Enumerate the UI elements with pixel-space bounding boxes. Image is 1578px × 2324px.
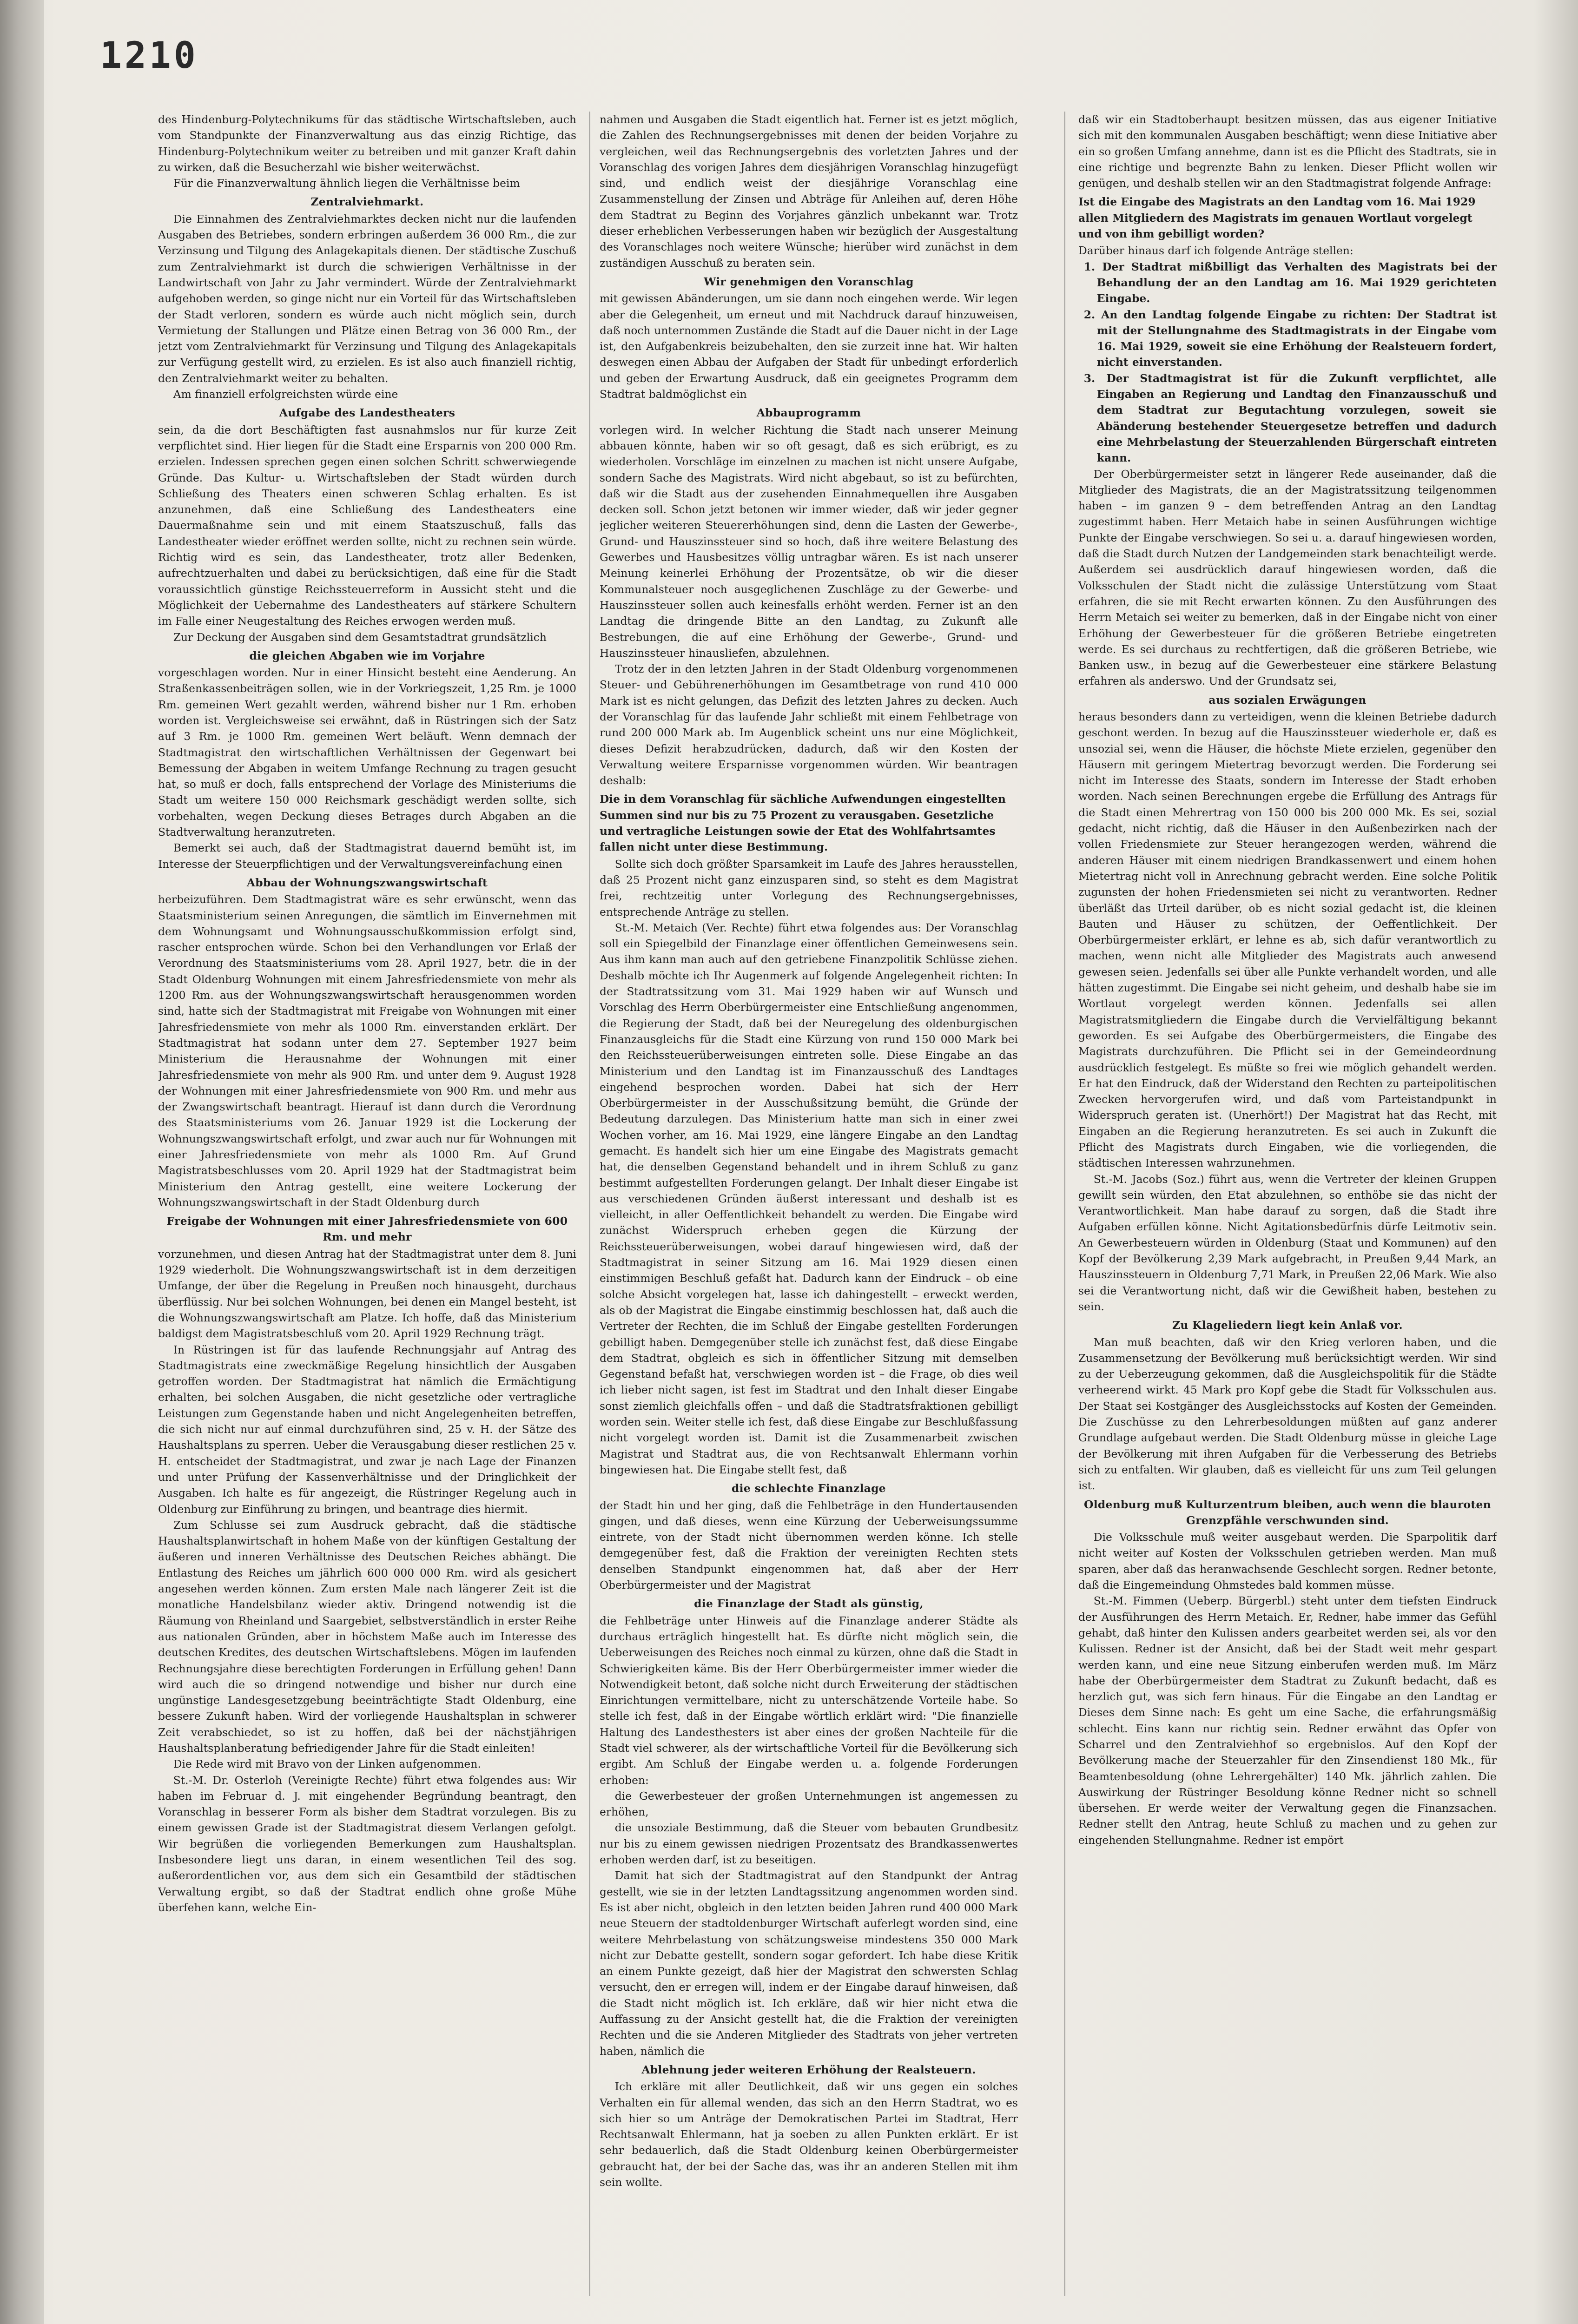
paragraph: vorlegen wird. In welcher Richtung die Stadt nach unserer Meinung abbauen könnte, haben wir so oft gesagt, daß es sich erübrigt, es zu wiederholen. Vorschläge im einzelnen zu machen ist nicht unsere Aufgabe, sondern Sache des Magistrats. Wird nicht abgebaut, so ist zu befürchten, daß wir die Stadt aus der zusehenden Einnahmequellen ihre Ausgaben decken soll. Schon jetzt betonen wir immer wieder, daß wir jeder gegner jeglicher weiteren Steuererhöhungen sind, denn die Lasten der Gewerbe-, Grund- und Hauszinssteuer sind so hoch, daß ihre weitere Belastung des Gewerbes und Hausbesitzes völlig untragbar wären. Es ist nach unserer Meinung keinerlei Erhöhung der Prozentsätze, ob wir die dieser Kommunalsteuer noch ausgeglichenen Zuschläge zu der Gewerbe- und Hauszinssteuer sollen auch keinesfalls erhöht werden. Ferner ist an den Landtag die dringende Bitte an den Landtag, zu Zukunft alle Bestrebungen, die auf eine Erhöhung der Gewerbe-, Grund- und Hauszinssteuer hinausliefen, abzulehnen. — [600, 423, 1018, 660]
paragraph: sein, da die dort Beschäftigten fast ausnahmslos nur für kurze Zeit verpflichtet sind. Hier liegen für die Stadt eine Ersparnis von 200 000 Rm. erzielen. Indessen sprechen gegen einen solchen Schritt schwerwiegende Gründe. Das Kultur- u. Wirtschaftsleben der Stadt würden durch Schließung des Theaters einen schweren Schlag erhalten. Es ist anzunehmen, daß eine Schließung des Landestheaters eine Dauermaßnahme sein und mit einem Staatszuschuß, falls das Landestheater wieder eröffnet werden sollte, nicht zu rechnen sein würde. Richtig wird es sein, das Landestheater, trotz aller Bedenken, aufrechtzuerhalten und dabei zu berücksichtigen, daß eine für die Stadt voraussichtlich günstige Reichssteuerreform in Aussicht steht und die Möglichkeit der Uebernahme des Landestheaters auf stärkere Schultern im Falle einer Neugestaltung des Reiches erwogen werden muß. — [158, 423, 576, 628]
paragraph: der Stadt hin und her ging, daß die Fehlbeträge in den Hundertausenden gingen, und daß dieses, wenn eine Kürzung der Ueberweisungssumme eintrete, von der Stadt nicht übernommen werden könne. Ich stelle demgegenüber fest, daß die Fraktion der vereinigten Rechten stets denselben Standpunkt eingenommen hat, daß aber der Herr Oberbürgermeister und der Magistrat — [600, 1499, 1018, 1592]
paragraph: die Fehlbeträge unter Hinweis auf die Finanzlage anderer Städte als durchaus erträglich hingestellt hat. Es dürfte nicht möglich sein, die Ueberweisungen des Reiches noch einmal zu kürzen, ohne daß die Stadt in Schwierigkeiten käme. Bis der Herr Oberbürgermeister immer wieder die Notwendigkeit betont, daß solche nicht durch Erweiterung der städtischen Einrichtungen vermittelbare, nicht zu unterschätzende Vorteile habe. So stelle ich fest, daß in der Eingabe wörtlich erklärt wird: "Die finanzielle Haltung des Landesthesters ist aber eines der großen Nachteile für die Stadt viel schwerer, als der wirtschaftliche Vorteil für die Bevölkerung sich ergibt. Am Schluß der Eingabe werden u. a. folgende Forderungen erhoben: — [600, 1614, 1018, 1787]
section-heading: Aufgabe des Landestheaters — [279, 406, 456, 420]
section-heading: Wir genehmigen den Voranschlag — [704, 275, 914, 288]
section-heading: Freigabe der Wohnungen mit einer Jahresfriedensmiete von 600 Rm. und mehr — [166, 1215, 568, 1244]
paragraph: Darüber hinaus darf ich folgende Anträge stellen: — [1078, 244, 1354, 257]
section-heading: die schlechte Finanzlage — [732, 1482, 886, 1495]
paragraph: vorgeschlagen worden. Nur in einer Hinsicht besteht eine Aenderung. An Straßenkassenbeiträgen sollen, wie in der Vorkriegszeit, 1,25 Rm. je 1000 Rm. gemeinen Wert gezahlt werden, während bisher nur 1 Rm. erhoben worden ist. Vergleichsweise sei erwähnt, daß in Rüstringen sich der Satz auf 3 Rm. je 1000 Rm. gemeinen Wert beläuft. Wenn demnach der Stadtmagistrat den wirtschaftlichen Verhältnissen der Gegenwart bei Bemessung der Abgaben in weitem Umfange Rechnung zu tragen gesucht hat, so muß er doch, falls entsprechend der Vorlage des Ministeriums die Stadt um weitere 150 000 Reichsmark geschädigt werden sollte, sich vorbehalten, wegen Deckung dieses Betrages durch Abgaben an die Stadtverwaltung heranzutreten. — [158, 666, 576, 839]
paragraph: Zur Deckung der Ausgaben sind dem Gesamtstadtrat grundsätzlich — [173, 630, 547, 644]
motion-item: 3. Der Stadtmagistrat ist für die Zukunft verpflichtet, alle Eingaben an Regierung und Landtag den Finanzausschuß und dem Stadtrat zur Begutachtung vorzulegen, soweit sie Abänderung bestehender Steuergesetze betreffen und dadurch eine Mehrbelastung der Steuerzahlenden Bürgerschaft eintreten kann. — [1083, 371, 1497, 465]
paragraph: Zum Schlusse sei zum Ausdruck gebracht, daß die städtische Haushaltsplanwirtschaft in hohem Maße von der künftigen Gestaltung der äußeren und inneren Verhältnisse des Deutschen Reiches abhängt. Die Entlastung des Reiches um jährlich 600 000 000 Rm. wird als gesichert angesehen werden können. Zum ersten Male nach längerer Zeit ist die monatliche Handelsbilanz wieder aktiv. Dringend notwendig ist die Räumung von Rheinland und Saargebiet, selbstverständlich in erster Reihe aus nationalen Gründen, aber in höchstem Maße auch im Interesse des deutschen Kredites, des deutschen Wirtschaftslebens. Mögen im laufenden Rechnungsjahre diese berechtigten Forderungen in Erfüllung gehen! Dann wird auch die so dringend notwendige und bisher nur durch eine ungünstige Landesgesetzgebung beeinträchtigte Stadt Oldenburg, eine bessere Zukunft haben. Wird der vorliegende Haushaltsplan in schwerer Zeit verabschiedet, so ist zu hoffen, daß bei der nächstjährigen Haushaltsplanberatung befriedigender Jahre für die Stadt einleiten! — [158, 1518, 576, 1755]
paragraph: Damit hat sich der Stadtmagistrat auf den Standpunkt der Antrag gestellt, wie sie in der letzten Landtagssitzung angenommen worden sind. Es ist aber nicht, obgleich in den letzten beiden Jahren rund 400 000 Mark neue Steuern der stadtoldenburger Wirtschaft auferlegt worden sind, eine weitere Mehrbelastung von schätzungsweise mindestens 350 000 Mark nicht zur Debatte gestellt, sondern sogar gefordert. Ich habe diese Kritik an einem Punkte gezeigt, daß hier der Magistrat den schwersten Schlag versucht, den er erregen will, indem er der Eingabe darauf hinweisen, daß die Stadt nicht möglich ist. Ich erkläre, daß wir hier nicht etwa die Auffassung zu der Ansicht gestellt hat, die die Fraktion der vereinigten Rechten und die sie Anderen Mitglieder des Stadtrats von jeher vertreten haben, nämlich die — [600, 1869, 1018, 2058]
section-heading: Zu Klageliedern liegt kein Anlaß vor. — [1172, 1319, 1403, 1332]
paragraph: Man muß beachten, daß wir den Krieg verloren haben, und die Zusammensetzung der Bevölkerung muß berücksichtigt werden. Wir sind zu der Ueberzeugung gekommen, daß die Ausgleichspolitik für die Städte verheerend wirkt. 45 Mark pro Kopf gebe die Stadt für Volksschulen aus. Der Staat sei Kostgänger des Ausgleichsstocks auf Kosten der Gemeinden. Die Zuschüsse zu den Lehrerbesoldungen müßten auf ganz anderer Grundlage aufgebaut werden. Die Stadt Oldenburg müsse in gleiche Lage der Bevölkerung mit ihren Aufgaben für die Verbesserung des Betriebs sich zu entfalten. Wir glauben, daß es vielleicht für uns zum Teil gelungen ist. — [1078, 1335, 1497, 1492]
paragraph: Die Volksschule muß weiter ausgebaut werden. Die Sparpolitik darf nicht weiter auf Kosten der Volksschulen getrieben werden. Man muß sparen, aber daß das heranwachsende Geschlecht sorgen. Redner betonte, daß die Eingemeindung Ohmstedes bald kommen müsse. — [1078, 1531, 1497, 1592]
motion-item: 2. An den Landtag folgende Eingabe zu richten: Der Stadtrat ist mit der Stellungnahme des Stadtmagistrats in der Eingabe vom 16. Mai 1929, soweit sie eine Erhöhung der Realsteuern fordert, nicht einverstanden. — [1083, 308, 1497, 369]
section-heading: Zentralviehmarkt. — [310, 195, 424, 209]
column-divider — [1064, 112, 1065, 2296]
paragraph: Die Einnahmen des Zentralviehmarktes decken nicht nur die laufenden Ausgaben des Betriebes, sondern erbringen außerdem 36 000 Rm., die zur Verzinsung und Tilgung des Anlagekapitals dienen. Der städtische Zuschuß zum Zentralviehmarkt ist durch die schwierigen Verhältnisse in der Landwirtschaft von Jahr zu Jahr vermindert. Würde der Zentralviehmarkt aufgehoben werden, so ginge nicht nur ein Vorteil für das Wirtschaftsleben der Stadt verloren, sondern es würde auch nicht möglich sein, durch Vermietung der Stallungen und Plätze einen Betrag von 36 000 Rm., der jetzt vom Zentralviehmarkt für Verzinsung und Tilgung des Anlagekapitals zur Verfügung gestellt wird, zu erzielen. Es ist also auch finanziell richtig, den Zentralviehmarkt weiter zu behalten. — [158, 212, 576, 385]
section-heading: Oldenburg muß Kulturzentrum bleiben, auch wenn die blauroten Grenzpfähle verschwunden sind. — [1084, 1498, 1491, 1527]
paragraph: die unsoziale Bestimmung, daß die Steuer vom bebauten Grundbesitz nur bis zu einem gewissen niedrigen Prozentsatz des Brandkassenwertes erhoben werden darf, ist zu beseitigen. — [600, 1821, 1018, 1867]
paragraph: Die Rede wird mit Bravo von der Linken aufgenommen. — [173, 1757, 481, 1771]
paragraph: St.-M. Fimmen (Ueberp. Bürgerbl.) steht unter dem tiefsten Eindruck der Ausführungen des Herrn Metaich. Er, Redner, habe immer das Gefühl gehabt, daß hinter den Kulissen anders gearbeitet werden sei, als vor den Kulissen. Redner ist der Ansicht, daß bei der Stadt weit mehr gespart werden kann, und eine neue Sitzung einberufen werden muß. Im März habe der Oberbürgermeister dem Stadtrat zu Zukunft bedacht, daß es herzlich gut, was sich fern hinaus. Für die Eingabe an den Landtag er Dieses dem Sinne nach: Es geht um eine Sache, die erfahrungsmäßig schlecht. Eins kann nur richtig sein. Redner erwähnt das Opfer von Scharrel und den Zentralviehhof so ergebnislos. Auf den Kopf der Bevölkerung mache der Steuerzahler für den Zinsendienst 180 Mk., für Beamtenbesoldung (ohne Lehrergehälter) 140 Mk. jährlich zahlen. Die Auswirkung der Rüstringer Besoldung könne Redner nicht so schnell übersehen. Er werde weiter der Verwaltung gegen die Finanzsachen. Redner stellt den Antrag, heute Schluß zu machen und zu gehen zur eingehenden Stellungnahme. Redner ist empört — [1078, 1594, 1497, 1847]
section-heading: Ablehnung jeder weiteren Erhöhung der Realsteuern. — [641, 2063, 976, 2076]
motion-text: Die in dem Voranschlag für sächliche Aufwendungen eingestellten Summen sind nur bis zu 75 Prozent zu verausgaben. Gesetzliche und vertragliche Leistungen sowie der Etat des Wohlfahrtsamtes fallen nicht unter diese Bestimmung. — [600, 792, 1006, 854]
paragraph: nahmen und Ausgaben die Stadt eigentlich hat. Ferner ist es jetzt möglich, die Zahlen des Rechnungsergebnisses mit denen der beiden Vorjahre zu vergleichen, weil das Rechnungsergebnis des vorletzten Jahres und der Voranschlag des vorigen Jahres dem diesjährigen Voranschlag hinzugefügt sind, und endlich weist der diesjährige Voranschlag eine Zusammenstellung der Zinsen und Abträge für Anleihen auf, deren Höhe dem Stadtrat zu Beginn des Vorjahres gänzlich unbekannt war. Trotz dieser erheblichen Verbesserungen haben wir bezüglich der Ausgestaltung des Voranschlages noch weitere Wünsche; hierüber wird zunächst in dem zuständigen Ausschuß zu beraten sein. — [600, 113, 1018, 270]
paragraph: die Gewerbesteuer der großen Unternehmungen ist angemessen zu erhöhen, — [600, 1789, 1018, 1819]
inquiry-text: Ist die Eingabe des Magistrats an den Landtag vom 16. Mai 1929 allen Mitgliedern des Magistrats im genauen Wortlaut vorgelegt und von ihm gebilligt worden? — [1078, 195, 1476, 241]
paragraph: Sollte sich doch größter Sparsamkeit im Laufe des Jahres herausstellen, daß 25 Prozent nicht ganz einzusparen sind, so steht es dem Magistrat frei, rechtzeitig unter Vorlegung des Rechnungsergebnisses, entsprechende Anträge zu stellen. — [600, 857, 1018, 918]
page-binding-edge — [0, 0, 44, 2324]
paragraph: Ich erkläre mit aller Deutlichkeit, daß wir uns gegen ein solches Verhalten ein für allemal wenden, das sich an den Herrn Stadtrat, wo es sich hier so um Anträge der Demokratischen Partei im Stadtrat, Herr Rechtsanwalt Ehlermann, hat ja soeben zu allen Punkten erklärt. Er ist sehr bedauerlich, daß die Stadt Oldenburg keinen Oberbürgermeister gebraucht hat, der bei der Sache das, was ihr an anderen Stellen mit ihm sein wollte. — [600, 2080, 1018, 2189]
paragraph: St.-M. Jacobs (Soz.) führt aus, wenn die Vertreter der kleinen Gruppen gewillt sein würden, den Etat abzulehnen, so enthöbe sie das nicht der Verantwortlichkeit. Man habe darauf zu sorgen, daß die Stadt ihre Aufgaben erfüllen könne. Nicht Agitationsbedürfnis dürfe Leitmotiv sein. An Gewerbesteuern würden in Oldenburg (Staat und Kommunen) auf den Kopf der Bevölkerung 2,39 Mark aufgebracht, in Preußen 9,44 Mark, an Hauszinssteuern in Oldenburg 7,71 Mark, in Preußen 22,06 Mark. Wie also sei die Verantwortung nicht, daß wir die Gewißheit haben, bestehen zu sein. — [1078, 1172, 1497, 1313]
page-number: 1210 — [100, 35, 198, 77]
paragraph: des Hindenburg-Polytechnikums für das städtische Wirtschaftsleben, auch vom Standpunkte der Finanzverwaltung aus das einzig Richtige, das Hindenburg-Polytechnikum weiter zu betreiben und mit ganzer Kraft dahin zu wirken, daß die Besucherzahl wie bisher weiterwächst. — [158, 113, 576, 174]
motion-item: 1. Der Stadtrat mißbilligt das Verhalten des Magistrats bei der Behandlung der an den Landtag am 16. Mai 1929 gerichteten Eingabe. — [1083, 260, 1497, 305]
paragraph: Trotz der in den letzten Jahren in der Stadt Oldenburg vorgenommenen Steuer- und Gebührenerhöhungen im Gesamtbetrage von rund 410 000 Mark ist es nicht gelungen, das Defizit des letzten Jahres zu decken. Auch der Voranschlag für das laufende Jahr schließt mit einem Fehlbetrage von rund 200 000 Mark ab. Im Augenblick scheint uns nur eine Möglichkeit, dieses Defizit herabzudrücken, dadurch, daß wir den Kosten der Verwaltung weitere Ersparnisse vorgenommen würden. Wir beantragen deshalb: — [600, 662, 1018, 787]
paragraph: vorzunehmen, und diesen Antrag hat der Stadtmagistrat unter dem 8. Juni 1929 wiederholt. Die Wohnungszwangswirtschaft ist in dem derzeitigen Umfange, der über die Regelung in Preußen noch hinausgeht, durchaus überflüssig. Nur bei solchen Wohnungen, bei denen ein Mangel besteht, ist die Wohnungszwangswirtschaft am Platze. Ich hoffe, daß das Ministerium baldigst dem Magistratsbeschluß vom 20. April 1929 Rechnung trägt. — [158, 1247, 576, 1340]
paragraph: heraus besonders dann zu verteidigen, wenn die kleinen Betriebe dadurch geschont werden. In bezug auf die Hauszinssteuer wiederhole er, daß es unsozial sei, wenn die Häuser, die höchste Miete erzielen, gegenüber den Häusern mit geringem Mietertrag bevorzugt werden. Die Forderung sei nicht im Interesse des Staats, sondern im Interesse der Stadt erhoben worden. Nach seinen Berechnungen ergebe die Erfüllung des Antrags für die Stadt einen Mehrertrag von 150 000 bis 200 000 Mk. Es sei, sozial gedacht, nicht richtig, daß die Häuser in den Außenbezirken nach der vollen Friedensmiete zur Steuer herangezogen werden, während die anderen Häuser mit einem niedrigen Brandkassenwert und einem hohen Mietertrag nicht voll in Anrechnung gebracht werden. Eine solche Politik zugunsten der hohen Friedensmieten sei nicht zu verantworten. Redner überläßt das Urteil darüber, ob es nicht sozial gedacht ist, die kleinen Bauten und Häuser zu schützen, der Oeffentlichkeit. Der Oberbürgermeister erklärt, er lehne es ab, sich dafür verantwortlich zu machen, wenn nicht alle Mitglieder des Magistrats auch anwesend gewesen seien. Jedenfalls sei über alle Punkte verhandelt worden, und alle hätten zugestimmt. Die Eingabe sei nicht geheim, und deshalb habe sie im Wortlaut vorgelegt werden können. Jedenfalls sei allen Magistratsmitgliedern die Eingabe durch die Vervielfältigung bekannt geworden. Es sei Aufgabe des Oberbürgermeisters, die Eingabe des Magistrats durchzuführen. Die Pflicht sei in der Gemeindeordnung ausdrücklich festgelegt. Es müßte so frei wie möglich gehandelt werden. Er hat den Eindruck, daß der Widerstand den Rechten zu parteipolitischen Zwecken hervorgerufen wird, und daß vom Parteistandpunkt in Widerspruch geraten ist. (Unerhört!) Der Magistrat hat das Recht, mit Eingaben an die Regierung heranzutreten. Es sei auch in Zukunft die Pflicht des Magistrats durch Eingaben, wie die vorliegenden, die städtischen Interessen wahrzunehmen. — [1078, 710, 1497, 1170]
column-divider — [589, 112, 590, 2296]
column-2 — [600, 112, 1018, 2296]
paragraph: mit gewissen Abänderungen, um sie dann noch eingehen werde. Wir legen aber die Gelegenheit, um erneut und mit Nachdruck darauf hinzuweisen, daß noch unternommen Zustände die Stadt auf die Dauer nicht in der Lage ist, den Aufgabenkreis beizubehalten, den sie zurzeit inne hat. Wir halten deswegen einen Abbau der Aufgaben der Stadt für unbedingt erforderlich und geben der Erwartung Ausdruck, daß ein geeignetes Programm dem Stadtrat baldmöglichst ein — [600, 292, 1018, 401]
paragraph: herbeizuführen. Dem Stadtmagistrat wäre es sehr erwünscht, wenn das Staatsministerium seinen Anregungen, die sämtlich im Einvernehmen mit dem Wohnungsamt und Wohnungsausschußkommission erfolgt sind, rascher entsprochen würde. Schon bei den Verhandlungen vor Erlaß der Verordnung des Staatsministeriums vom 28. April 1927, betr. die in der Stadt Oldenburg Wohnungen mit einem Jahresfriedensmiete von mehr als 1200 Rm. aus der Wohnungszwangswirtschaft herausgenommen worden sind, hatte sich der Stadtmagistrat mit Freigabe von Wohnungen mit einer Jahresfriedensmiete von mehr als 1000 Rm. einverstanden erklärt. Der Stadtmagistrat hat sodann unter dem 27. September 1927 beim Ministerium die Herausnahme der Wohnungen mit einer Jahresfriedensmiete von mehr als 900 Rm. und unter dem 9. August 1928 der Wohnungen mit einer Jahresfriedensmiete von 900 Rm. und mehr aus der Zwangswirtschaft beantragt. Hierauf ist dann durch die Verordnung des Staatsministeriums vom 26. Januar 1929 ist die Lockerung der Wohnungszwangswirtschaft erfolgt, und zwar auch nur für Wohnungen mit einer Jahresfriedensmiete von mehr als 1000 Rm. Auf Grund Magistratsbeschlusses vom 20. April 1929 hat der Stadtmagistrat beim Ministerium den Antrag gestellt, eine weitere Lockerung der Wohnungszwangswirtschaft in der Stadt Oldenburg durch — [158, 893, 576, 1209]
paragraph: Der Oberbürgermeister setzt in längerer Rede auseinander, daß die Mitglieder des Magistrats, die an der Magistratssitzung teilgenommen haben – im ganzen 9 – dem betreffenden Antrag an den Landtag zugestimmt haben. Herr Metaich habe in seinen Ausführungen wichtige Punkte der Eingabe verschwiegen. So sei u. a. darauf hingewiesen worden, daß die Stadt durch Nutzen der Landgemeinden stark benachteiligt werde. Außerdem sei ausdrücklich darauf hingewiesen worden, daß die Volksschulen der Stadt nicht die zulässige Unterstützung vom Staat erfahren, die sie mit Recht erwarten können. Zu den Ausführungen des Herrn Metaich sei weiter zu bemerken, daß in der Eingabe nicht von einer Erhöhung der Gewerbesteuer für die größeren Betriebe eingetreten werde. Es sei durchaus zu rechtfertigen, daß die größeren Betriebe, wie Banken usw., in bezug auf die Gewerbesteuer eine stärkere Belastung erfahren als anderswo. Und der Grundsatz sei, — [1078, 467, 1497, 688]
paragraph: daß wir ein Stadtoberhaupt besitzen müssen, das aus eigener Initiative sich mit den kommunalen Ausgaben beschäftigt; wenn diese Initiative aber ein so großen Umfang annehme, dann ist es die Pflicht des Stadtrats, sie in eine richtige und begrenzte Bahn zu lenken. Dieser Pflicht wollen wir genügen, und deshalb stellen wir an den Stadtmagistrat folgende Anfrage: — [1078, 113, 1497, 190]
section-heading: aus sozialen Erwägungen — [1208, 693, 1367, 706]
section-heading: Abbauprogramm — [756, 406, 861, 420]
paragraph: Für die Finanzverwaltung ähnlich liegen die Verhältnisse beim — [173, 177, 520, 190]
section-heading: Abbau der Wohnungszwangswirtschaft — [246, 876, 488, 889]
paragraph: St.-M. Dr. Osterloh (Vereinigte Rechte) führt etwa folgendes aus: Wir haben im Februar d. J. mit eingehender Begründung beantragt, den Voranschlag in besserer Form als bisher dem Stadtrat vorzulegen. Bis zu einem gewissen Grade ist der Stadtmagistrat diesem Verlangen gefolgt. Wir begrüßen die vorliegenden Bemerkungen zum Haushaltsplan. Insbesondere liegt uns daran, in einem wesentlichen Teil des sog. außerordentlichen vor, aus dem sich ein Gesamtbild der städtischen Verwaltung ergibt, so daß der Stadtrat endlich ohne große Mühe überfehen kann, welche Ein- — [158, 1773, 576, 1914]
paragraph: Am finanziell erfolgreichsten würde eine — [173, 388, 398, 401]
column-3 — [1078, 112, 1497, 2296]
paragraph: Bemerkt sei auch, daß der Stadtmagistrat dauernd bemüht ist, im Interesse der Steuerpflichtigen und der Verwaltungsvereinfachung einen — [158, 841, 576, 871]
section-heading: die Finanzlage der Stadt als günstig, — [694, 1597, 924, 1611]
column-1 — [158, 112, 576, 2296]
paragraph: In Rüstringen ist für das laufende Rechnungsjahr auf Antrag des Stadtmagistrats eine zweckmäßige Regelung hinsichtlich der Ausgaben getroffen worden. Der Stadtmagistrat hat nämlich die Ermächtigung erhalten, bei solchen Ausgaben, die nicht gesetzliche oder vertragliche Leistungen zum Gegenstande haben und nicht Angelegenheiten betreffen, die sich nicht nur auf einmal durchzuführen sind, 25 v. H. der Sätze des Haushaltsplans zu sperren. Ueber die Verausgabung dieser restlichen 25 v. H. entscheidet der Stadtmagistrat, und zwar je nach Lage der Finanzen und unter Prüfung der Kassenverhältnisse und der Dringlichkeit der Ausgaben. Ich halte es für angezeigt, die Rüstringer Regelung auch in Oldenburg zur Einführung zu bringen, und beantrage dies hiermit. — [158, 1343, 576, 1516]
section-heading: die gleichen Abgaben wie im Vorjahre — [249, 649, 485, 662]
paragraph: St.-M. Metaich (Ver. Rechte) führt etwa folgendes aus: Der Voranschlag soll ein Spiegelbild der Finanzlage einer öffentlichen Gemeinwesens sein. Aus ihm kann man auch auf den getriebene Finanzpolitik Schlüsse ziehen. Deshalb möchte ich Ihr Augenmerk auf folgende Angelegenheit richten: In der Stadtratssitzung vom 31. Mai 1929 haben wir auf Wunsch und Vorschlag des Herrn Oberbürgermeister eine Entschließung angenommen, die Regierung der Stadt, daß bei der Neuregelung des oldenburgischen Finanzausgleichs für die Stadt eine Kürzung von rund 150 000 Mark bei den Reichssteuerüberweisungen eintreten solle. Diese Eingabe an das Ministerium und den Landtag ist im Finanzausschuß des Landtages eingehend besprochen worden. Dabei hat sich der Herr Oberbürgermeister in der Ausschußsitzung bemüht, die Gründe der Bedeutung darzulegen. Das Ministerium hatte man sich in einer zwei Wochen vorher, am 16. Mai 1929, eine längere Eingabe an den Landtag gemacht. Es handelt sich hier um eine Eingabe des Magistrats gemacht hat, die denselben Gegenstand behandelt und in ihrem Schluß zu ganz bestimmt aufgestellten Forderungen gelangt. Der Inhalt dieser Eingabe ist aus verschiedenen Gründen äußerst interessant und deshalb ist es vielleicht, in aller Oeffentlichkeit behandelt zu werden. Die Eingabe wird zunächst Widerspruch erheben gegen die Kürzung der Reichssteuerüberweisungen, wobei darauf hingewiesen wird, daß der Stadtmagistrat in seiner Sitzung am 16. Mai 1929 diesen einen einstimmigen Beschluß gefaßt hat. Dadurch kann der Eindruck – ob eine solche Absicht vorgelegen hat, lasse ich dahingestellt – erweckt werden, als ob der Magistrat die Eingabe einstimmig beschlossen hat, daß auch die Vertreter der Rechten, die im Schluß der Eingabe gestellten Forderungen gebilligt haben. Demgegenüber stelle ich zunächst fest, daß diese Eingabe dem Stadtrat, obgleich es sich in öffentlicher Sitzung mit demselben Gegenstand befaßt hat, verschwiegen worden ist – die Frage, ob dies weil ich lieber nicht sagen, ist fest im Stadtrat und den Inhalt dieser Eingabe sonst ziemlich gleichfalls offen – und daß die Stadtratsfraktionen gebilligt worden sein. Weiter stelle ich fest, daß diese Eingabe zur Beschlußfassung nicht vorgelegt worden ist. Damit ist die Zusammenarbeit zwischen Magistrat und Stadtrat aus, die von Rechtsanwalt Ehlermann vorhin bingewiesen hat. Die Eingabe stellt fest, daß — [600, 921, 1018, 1476]
